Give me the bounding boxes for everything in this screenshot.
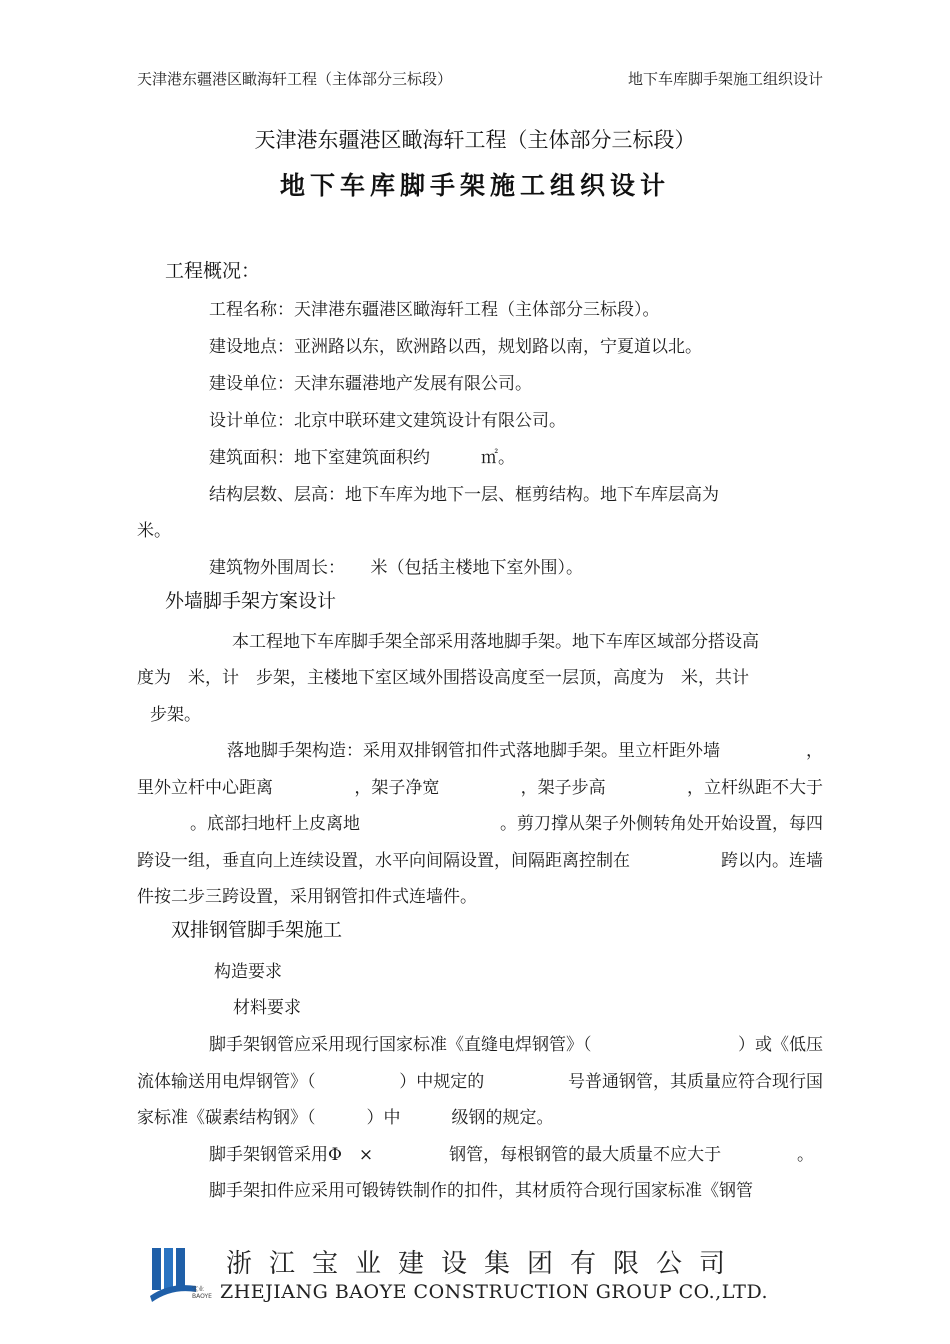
outer-wall-p2-line5: 件按二步三跨设置，采用钢管扣件式连墙件。 (137, 887, 477, 907)
text-segment: ， (806, 741, 823, 761)
company-name-cn: 浙江宝业建设集团有限公司 (226, 1249, 743, 1279)
text-segment: 。剪刀撑从架子外侧转角处开始设置，每四 (500, 814, 823, 834)
text-segment: 流体输送用电焊钢管》（ (137, 1072, 316, 1092)
text-segment: 钢管，每根钢管的最大质量不应大于 (449, 1145, 722, 1165)
document-title-project: 天津港东疆港区瞰海轩工程（主体部分三标段） (254, 128, 696, 152)
text-segment: 落地脚手架构造：采用双排钢管扣件式落地脚手架。里立杆距外墙 (227, 741, 720, 761)
text-segment: ）中规定的 (399, 1072, 485, 1092)
material-p3: 脚手架扣件应采用可锻铸铁制作的扣件，其材质符合现行国家标准《钢管 (209, 1181, 753, 1201)
section-heading-overview: 工程概况： (165, 260, 261, 282)
overview-area: 建筑面积：地下室建筑面积约 ㎡。 (209, 448, 515, 468)
text-segment: 里外立杆中心距离 (137, 778, 273, 798)
subheading-structure: 构造要求 (214, 962, 282, 982)
section-heading-double-row: 双排钢管脚手架施工 (171, 919, 343, 941)
outer-wall-p1-line1: 本工程地下车库脚手架全部采用落地脚手架。地下车库区域部分搭设高 (232, 632, 759, 652)
material-p2 (209, 1140, 814, 1165)
overview-perimeter: 建筑物外围周长： 米（包括主楼地下室外围）。 (209, 558, 583, 578)
outer-wall-p1-line2: 度为 米，计 步架，主楼地下室区域外围搭设高度至一层顶，高度为 米，共计 (137, 668, 749, 688)
outer-wall-p2-line1 (227, 736, 823, 761)
overview-project-name: 工程名称：天津港东疆港区瞰海轩工程（主体部分三标段）。 (209, 300, 660, 320)
logo-caption-cn: 宝业 (192, 1286, 205, 1293)
material-p1-line1 (209, 1030, 823, 1055)
subheading-material: 材料要求 (233, 998, 301, 1018)
text-segment: 。 (797, 1145, 814, 1165)
material-p1-line3: 家标准《碳素结构钢》（ ）中 级钢的规定。 (137, 1108, 554, 1128)
text-segment: ，架子净宽 (354, 778, 440, 798)
outer-wall-p1-line3: 步架。 (150, 705, 201, 725)
outer-wall-p2-line4 (137, 846, 823, 871)
outer-wall-p2-line2 (137, 773, 823, 798)
company-name-en: ZHEJIANG BAOYE CONSTRUCTION GROUP CO.,LTD. (220, 1281, 769, 1303)
text-segment: ，架子步高 (520, 778, 606, 798)
overview-floors-line1: 结构层数、层高：地下车库为地下一层、框剪结构。地下车库层高为 (209, 485, 719, 505)
text-segment: 跨以内。连墙 (721, 851, 823, 871)
text-segment: ）或《低压 (738, 1035, 823, 1055)
logo-caption-en: BAOYE (192, 1293, 212, 1300)
company-logo-icon (150, 1246, 198, 1302)
outer-wall-p2-line3 (190, 809, 823, 834)
page-header-left: 天津港东疆港区瞰海轩工程（主体部分三标段） (137, 70, 453, 88)
page-header-right: 地下车库脚手架施工组织设计 (627, 70, 823, 88)
text-segment: ，立杆纵距不大于 (686, 778, 823, 798)
overview-location: 建设地点：亚洲路以东，欧洲路以西，规划路以南，宁夏道以北。 (209, 337, 702, 357)
text-segment: 脚手架钢管采用Φ × (209, 1145, 374, 1165)
overview-floors-line2: 米。 (137, 521, 171, 541)
section-heading-outer-wall: 外墙脚手架方案设计 (165, 590, 337, 612)
overview-owner: 建设单位：天津东疆港地产发展有限公司。 (209, 374, 532, 394)
logo-caption (192, 1286, 212, 1300)
document-title-main: 地下车库脚手架施工组织设计 (279, 171, 670, 200)
text-segment: 跨设一组，垂直向上连续设置，水平向间隔设置，间隔距离控制在 (137, 851, 630, 871)
text-segment: 号普通钢管，其质量应符合现行国 (568, 1072, 823, 1092)
overview-designer: 设计单位：北京中联环建文建筑设计有限公司。 (209, 411, 566, 431)
material-p1-line2 (137, 1067, 823, 1092)
text-segment: 。底部扫地杆上皮离地 (190, 814, 360, 834)
text-segment: 脚手架钢管应采用现行国家标准《直缝电焊钢管》（ (209, 1035, 592, 1055)
